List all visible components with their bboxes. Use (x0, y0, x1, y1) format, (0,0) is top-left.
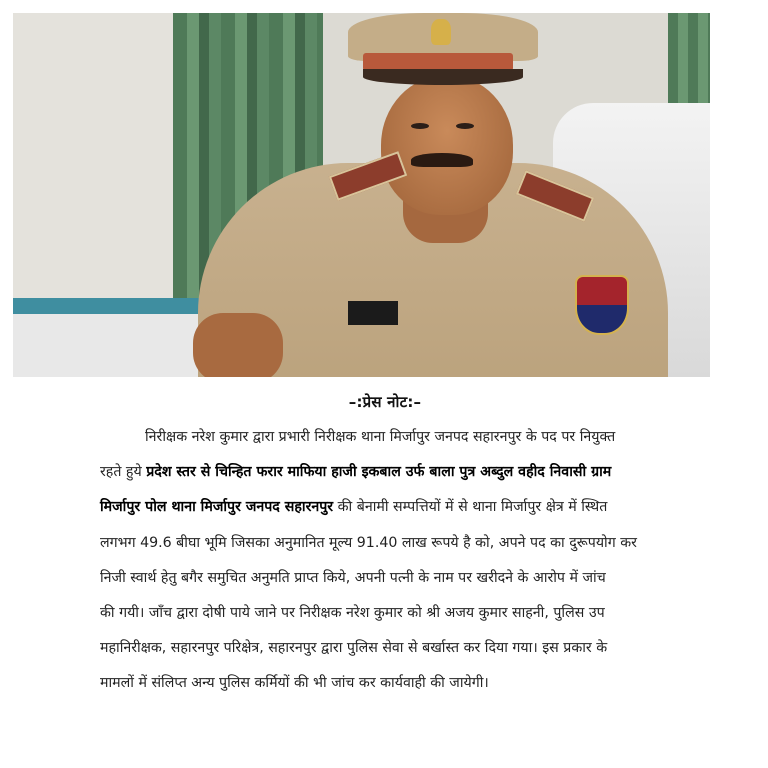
note-text: निरीक्षक नरेश कुमार द्वारा प्रभारी निरीक्षक थाना मिर्जापुर जनपद सहारनपुर के पद पर नियुक्त (145, 429, 616, 445)
desk (13, 298, 223, 377)
note-line (100, 596, 740, 631)
name-plate (348, 301, 398, 325)
note-text: निजी स्वार्थ हेतु बगैर समुचित अनुमति प्राप्त किये, अपनी पत्नी के नाम पर खरीदने के आरोप में जांच (100, 569, 606, 586)
mustache (411, 153, 473, 167)
note-text: मामलों में संलिप्त अन्य पुलिस कर्मियों की भी जांच कर कार्यवाही की जायेगी। (100, 675, 489, 692)
press-note-title: –:प्रेस नोट:– (348, 393, 422, 411)
note-line (100, 526, 740, 561)
note-text: रहते हुये (100, 464, 147, 481)
note-line (100, 490, 740, 525)
cap-visor (363, 69, 523, 85)
arm (193, 313, 283, 377)
left-eye (411, 123, 429, 129)
note-line (100, 631, 740, 666)
background-wall (13, 13, 193, 313)
note-bold-text: मिर्जापुर पोल थाना मिर्जापुर जनपद सहारनपुर (100, 499, 334, 516)
cap-badge-icon (431, 19, 451, 45)
note-bold-text: प्रदेश स्तर से चिन्हित फरार माफिया हाजी इकबाल उर्फ बाला पुत्र अब्दुल वहीद निवासी ग्राम (146, 464, 612, 481)
face (381, 75, 513, 215)
note-text: की गयी। जाँच द्वारा दोषी पाये जाने पर निरीक्षक नरेश कुमार को श्री अजय कुमार साहनी, पुलिस उप (100, 604, 605, 621)
right-eye (456, 123, 474, 129)
officer-photo (13, 13, 710, 377)
note-line (100, 420, 740, 455)
press-note (12, 390, 758, 760)
note-line (100, 666, 740, 701)
up-police-patch-icon (575, 275, 629, 335)
note-text: महानिरीक्षक, सहारनपुर परिक्षेत्र, सहारनपुर द्वारा पुलिस सेवा से बर्खास्त कर दिया गया। इस प्रकार के (100, 640, 608, 657)
note-line (100, 455, 740, 490)
press-note-body (12, 420, 758, 702)
note-line (100, 561, 740, 596)
note-text: की बेनामी सम्पत्तियों में से थाना मिर्जापुर क्षेत्र में स्थित (333, 499, 608, 516)
note-text: लगभग 49.6 बीघा भूमि जिसका अनुमानित मूल्य 91.40 लाख रूपये है को, अपने पद का दुरूपयोग कर (100, 534, 637, 551)
